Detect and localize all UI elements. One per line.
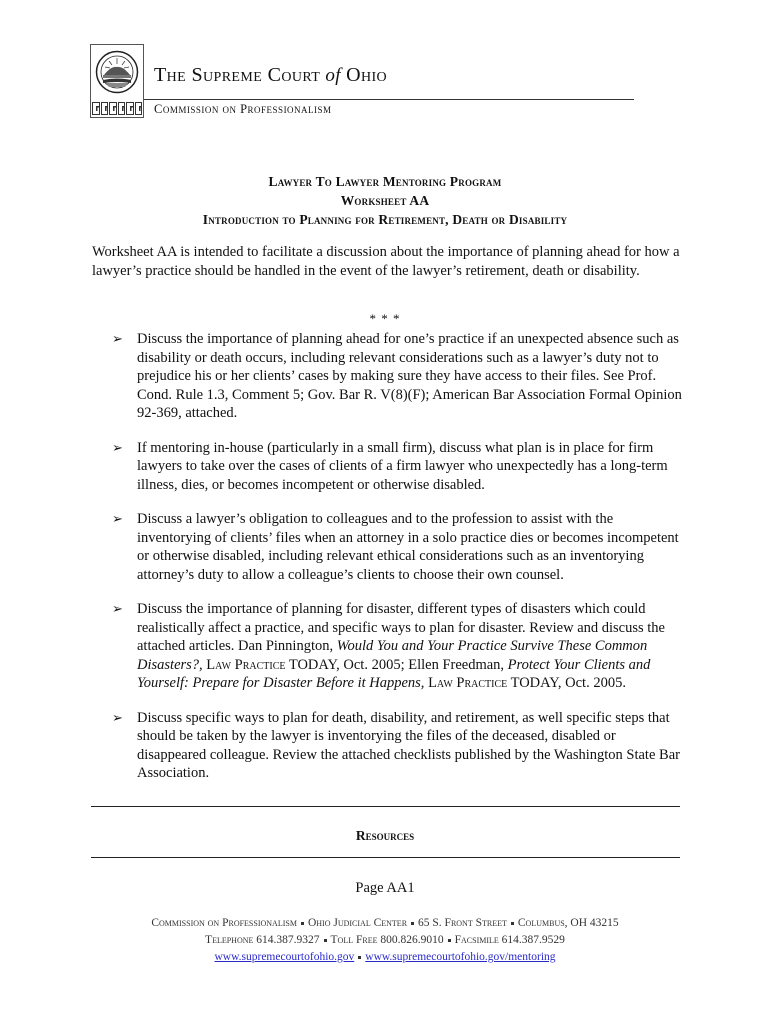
commission-name: Commission on Professionalism [154,102,332,116]
letterhead-rule [144,99,634,100]
greek-key-border [92,102,142,115]
arrow-bullet-icon: ➢ [112,331,123,346]
mentoring-link[interactable]: www.supremecourtofohio.gov/mentoring [365,951,556,963]
resources-heading: Resources [355,828,415,843]
court-name: The Supreme Court of Ohio [154,64,388,86]
bullet-dot-icon [358,956,361,959]
article-title: Protect Your Clients and Yourself: Prepare for Disaster Before it Happens, [137,656,651,691]
title-subject: Introduction to Planning for Retirement, Death or Disability [202,212,568,227]
ohio-seal-icon [95,50,139,94]
footer-phones: Telephone 614.387.9327 Toll Free 800.826.9010 Facsimile 614.387.9529 [205,934,565,946]
bullet-dot-icon [448,939,451,942]
bullet-dot-icon [411,922,414,925]
footer [0,915,770,966]
article-title: Would You and Your Practice Survive These Common Disasters?, [137,638,648,673]
arrow-bullet-icon: ➢ [112,601,123,616]
bullet-dot-icon [324,939,327,942]
discussion-list [112,330,684,799]
intro-paragraph: Worksheet AA is intended to facilitate a discussion about the importance of planning ahead for how a lawyer’s practice should be handled in the event of the lawyer’s retirement, death or disability. [92,244,680,279]
bullet-dot-icon [511,922,514,925]
list-item: ➢ Discuss the importance of planning for disaster, different types of disasters which could realistically affect a practice, and specific ways to plan for disaster. Review and discuss the attached articles. Dan Pinnington, Would You and Your Practice Survive These Common Disasters?, Law Practice TODAY, Oct. 2005; Ellen Freedman, Protect Your Clients and Yourself: Prepare for Disaster Before it Happens, Law Practice TODAY, Oct. 2005. [112,601,665,691]
list-item: ➢ Discuss the importance of planning ahead for one’s practice if an unexpected absence such as disability or death occurs, including relevant considerations such as a lawyer’s duty not to prejudice his or her clients’ cases by making sure they have access to their files. See Prof. Cond. Rule 1.3, Comment 5; Gov. Bar R. V(8)(F); American Bar Association Formal Opinion 92-369, attached. [112,331,682,421]
list-item: ➢ If mentoring in-house (particularly in a small firm), discuss what plan is in place for firm lawyers to take over the cases of clients of a firm lawyer who unexpectedly has a long-term illness, dies, or becomes incompetent or otherwise disabled. [112,439,668,493]
title-worksheet: Worksheet AA [340,193,430,208]
bullet-dot-icon [301,922,304,925]
section-separator: * * * [369,311,401,326]
resources-rule-bottom [91,857,680,858]
court-seal-logo [90,44,144,118]
arrow-bullet-icon: ➢ [112,511,123,526]
document-title [0,172,770,229]
title-program: Lawyer To Lawyer Mentoring Program [268,174,502,189]
page-number: Page AA1 [355,880,415,896]
supreme-court-link[interactable]: www.supremecourtofohio.gov [214,951,355,963]
footer-links [0,949,770,966]
letterhead [90,44,634,118]
footer-address: Commission on Professionalism Ohio Judicial Center 65 S. Front Street Columbus, OH 43215 [151,917,619,929]
arrow-bullet-icon: ➢ [112,439,123,455]
list-item: ➢ Discuss a lawyer’s obligation to colleagues and to the profession to assist with the inventorying of clients’ files when an attorney in a solo practice dies or becomes incompetent or otherwise disabled, including relevant ethical considerations such as an inventorying attorney’s duty to allow a colleague’s clients to choose their own counsel. [112,511,679,583]
list-item: ➢ Discuss specific ways to plan for death, disability, and retirement, as well specific steps that should be taken by the lawyer is inventorying the files of the deceased, disabled or disappeared colleague. Review the attached checklists published by the Washington State Bar Association. [112,709,680,781]
arrow-bullet-icon: ➢ [112,709,123,725]
resources-rule-top [91,806,680,807]
